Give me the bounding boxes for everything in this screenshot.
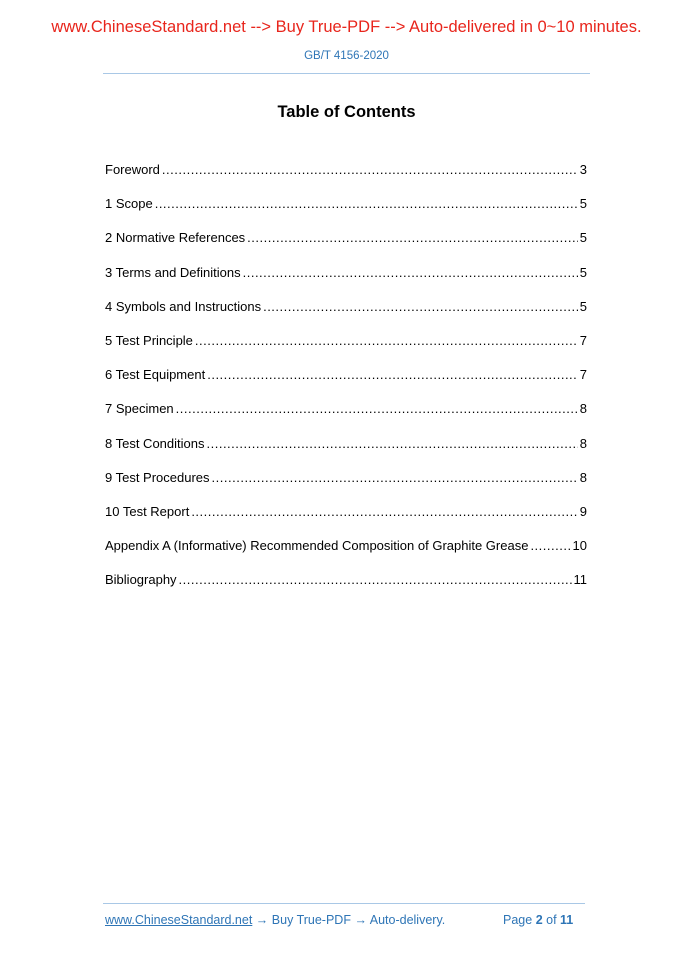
toc-entry-page: 10 (572, 538, 587, 554)
toc-entry-foreword[interactable] (105, 162, 587, 196)
toc-entry-label: 8 Test Conditions (105, 435, 205, 451)
dot-leader (179, 572, 572, 587)
toc-entry-specimen[interactable] (105, 401, 587, 435)
dot-leader (195, 333, 578, 348)
dot-leader (243, 265, 578, 280)
toc-entry-page: 7 (579, 332, 587, 348)
toc-entry-label: 4 Symbols and Instructions (105, 298, 262, 314)
standard-code: GB/T 4156-2020 (304, 50, 389, 62)
toc-entry-page: 8 (579, 469, 587, 485)
footer-divider (103, 903, 585, 904)
footer-delivery-text: Auto-delivery. (369, 913, 446, 927)
header-divider (103, 73, 590, 74)
toc-entry-test-procedures[interactable] (105, 470, 587, 504)
dot-leader (530, 538, 570, 553)
toc-entry-page: 5 (579, 298, 587, 314)
dot-leader (207, 436, 578, 451)
toc-entry-label: 3 Terms and Definitions (105, 264, 241, 280)
toc-entry-label: 10 Test Report (105, 503, 190, 519)
toc-entry-appendix-a[interactable] (105, 538, 587, 572)
toc-entry-terms-and-definitions[interactable] (105, 265, 587, 299)
toc-entry-label: 2 Normative References (105, 230, 246, 246)
toc-entry-test-conditions[interactable] (105, 436, 587, 470)
toc-entry-page: 5 (579, 264, 587, 280)
dot-leader (155, 196, 578, 211)
dot-leader (247, 230, 578, 245)
toc-entry-page: 7 (579, 367, 587, 383)
footer-buy-text: Buy True-PDF (271, 913, 351, 927)
toc-entry-label: Foreword (105, 162, 160, 177)
page-label: Page (503, 913, 533, 927)
dot-leader (263, 299, 578, 314)
toc-entry-test-report[interactable] (105, 504, 587, 538)
page-total: 11 (560, 913, 574, 927)
page-current: 2 (535, 913, 543, 927)
toc-entry-page: 5 (579, 196, 587, 212)
toc-entry-label: Bibliography (105, 572, 177, 588)
toc-entry-label: 5 Test Principle (105, 332, 193, 348)
dot-leader (176, 401, 578, 416)
arrow-right-icon: → (255, 913, 269, 927)
toc-entry-page: 8 (579, 401, 587, 417)
dot-leader (162, 162, 578, 177)
toc-entry-label: 6 Test Equipment (105, 367, 206, 383)
page-indicator (503, 913, 573, 927)
toc-entry-label: 7 Specimen (105, 401, 174, 417)
toc-entry-label: 9 Test Procedures (105, 469, 210, 485)
toc-entry-symbols-and-instructions[interactable] (105, 299, 587, 333)
toc-entry-scope[interactable] (105, 196, 587, 230)
toc-entry-test-equipment[interactable] (105, 367, 587, 401)
toc-entry-page: 11 (573, 572, 587, 588)
toc-entry-label: Appendix A (Informative) Recommended Composition of Graphite Grease (105, 538, 529, 554)
toc-entry-page: 5 (579, 230, 587, 246)
footer-site-link[interactable]: www.ChineseStandard.net (105, 913, 253, 927)
toc-entry-label: 1 Scope (105, 196, 153, 212)
toc-entry-test-principle[interactable] (105, 333, 587, 367)
toc-title: Table of Contents (277, 103, 416, 121)
dot-leader (191, 504, 577, 519)
arrow-right-icon: → (354, 913, 367, 927)
toc-entry-page: 8 (579, 435, 587, 451)
top-banner[interactable]: www.ChineseStandard.net --> Buy True-PDF --> Auto-delivered in 0~10 minutes. (51, 18, 642, 36)
toc-entry-normative-references[interactable] (105, 230, 587, 264)
footer-promo (105, 913, 445, 927)
dot-leader (212, 470, 578, 485)
dot-leader (207, 367, 578, 382)
toc-entry-page: 3 (579, 162, 587, 177)
toc-entry-bibliography[interactable] (105, 572, 587, 606)
toc-entry-page: 9 (579, 503, 587, 519)
table-of-contents (105, 162, 587, 606)
page-of: of (546, 913, 557, 927)
